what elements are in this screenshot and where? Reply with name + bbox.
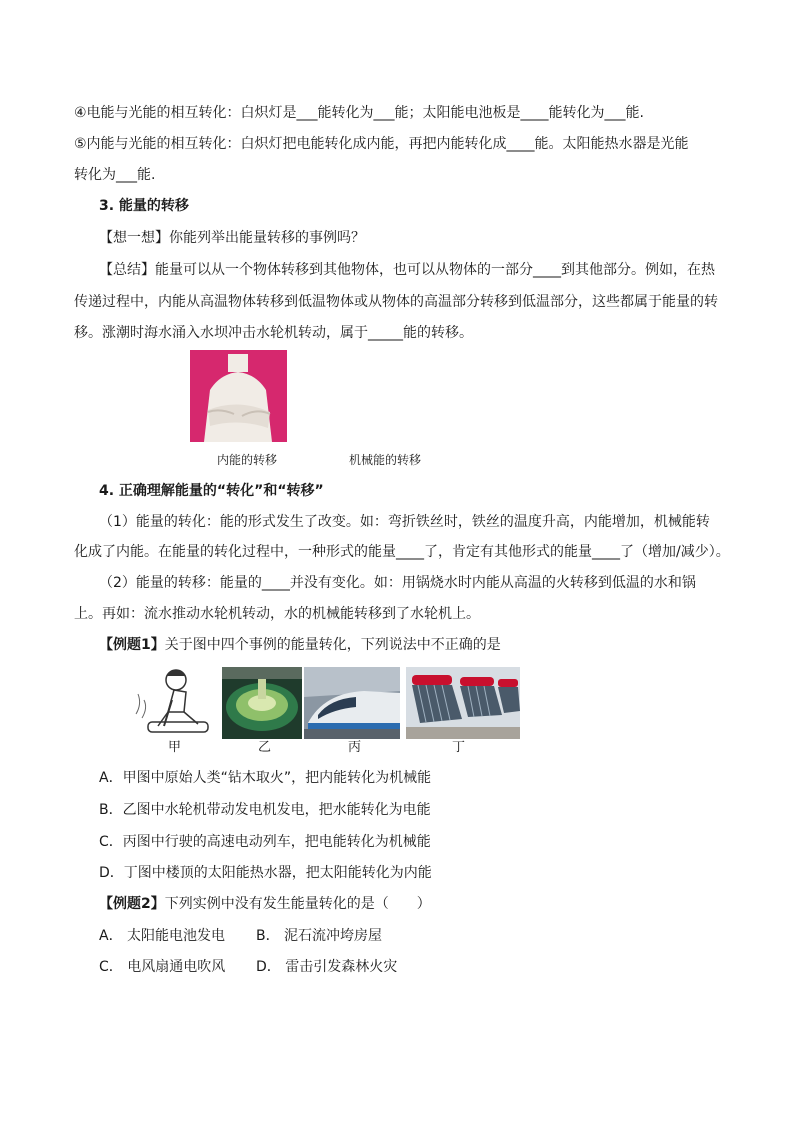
example-2-option-a: A． 太阳能电池发电 bbox=[99, 928, 226, 944]
hot-water-bottle-photo bbox=[190, 350, 287, 442]
text-line-5-cont: 转化为___能. bbox=[74, 167, 156, 183]
example-2-option-c: C． 电风扇通电吹风 bbox=[99, 959, 226, 975]
section-heading-3: 3. 能量的转移 bbox=[99, 198, 189, 214]
example-1-option-b: B．乙图中水轮机带动发电机发电，把水能转化为电能 bbox=[99, 802, 431, 818]
figure-maglev-train bbox=[304, 667, 400, 739]
para-2-line-1: （2）能量的转移：能量的____并没有变化。如：用锅烧水时内能从高温的火转移到低温的水和锅 bbox=[99, 575, 696, 591]
caption-mechanical-transfer: 机械能的转移 bbox=[349, 453, 422, 467]
figure-label-bing: 丙 bbox=[348, 740, 362, 755]
figure-label-yi: 乙 bbox=[258, 740, 272, 755]
summary-line-3: 移。涨潮时海水涌入水坝冲击水轮机转动，属于_____能的转移。 bbox=[74, 325, 473, 341]
text-line-4: ④电能与光能的相互转化：白炽灯是___能转化为___能；太阳能电池板是____能转化为___能. bbox=[74, 105, 644, 121]
example-1-option-c: C．丙图中行驶的高速电动列车，把电能转化为机械能 bbox=[99, 834, 431, 850]
para-1-line-2: 化成了内能。在能量的转化过程中，一种形式的能量____了，肯定有其他形式的能量____了（增加/减少）。 bbox=[74, 544, 730, 560]
figure-label-ding: 丁 bbox=[452, 740, 466, 755]
example-1-option-d: D．丁图中楼顶的太阳能热水器，把太阳能转化为内能 bbox=[99, 865, 432, 881]
summary-line-1: 【总结】能量可以从一个物体转移到其他物体，也可以从物体的一部分____到其他部分。例如，在热 bbox=[99, 262, 715, 278]
figure-label-jia: 甲 bbox=[168, 740, 182, 755]
example-2-option-b: B． 泥石流冲垮房屋 bbox=[256, 928, 383, 944]
think-prompt: 【想一想】你能列举出能量转移的事例吗？ bbox=[99, 230, 365, 246]
example-2-option-d: D． 雷击引发森林火灾 bbox=[256, 959, 398, 975]
section-heading-4: 4. 正确理解能量的“转化”和“转移” bbox=[99, 483, 324, 499]
para-1-line-1: （1）能量的转化：能的形式发生了改变。如：弯折铁丝时，铁丝的温度升高，内能增加，机械能转 bbox=[99, 514, 710, 530]
example-1-question bbox=[99, 635, 501, 655]
summary-line-2: 传递过程中，内能从高温物体转移到低温物体或从物体的高温部分转移到低温部分，这些都属于能量的转 bbox=[74, 294, 718, 310]
caption-heat-transfer: 内能的转移 bbox=[217, 453, 278, 467]
example-1-text: 关于图中四个事例的能量转化，下列说法中不正确的是 bbox=[164, 637, 501, 653]
figure-solar-water-heater bbox=[406, 667, 520, 739]
example-1-tag: 【例题1】 bbox=[99, 637, 165, 653]
example-2-tag: 【例题2】 bbox=[99, 896, 165, 912]
figure-drilling-fire bbox=[128, 664, 220, 738]
example-2-question bbox=[99, 894, 431, 914]
example-1-option-a: A．甲图中原始人类“钻木取火”，把内能转化为机械能 bbox=[99, 770, 432, 786]
para-2-line-2: 上。再如：流水推动水轮机转动，水的机械能转移到了水轮机上。 bbox=[74, 606, 480, 622]
figure-turbine-generator bbox=[222, 667, 302, 739]
text-line-5: ⑤内能与光能的相互转化：白炽灯把电能转化成内能，再把内能转化成____能。太阳能热水器是光能 bbox=[74, 136, 689, 152]
example-2-text: 下列实例中没有发生能量转化的是（ ） bbox=[164, 896, 431, 912]
